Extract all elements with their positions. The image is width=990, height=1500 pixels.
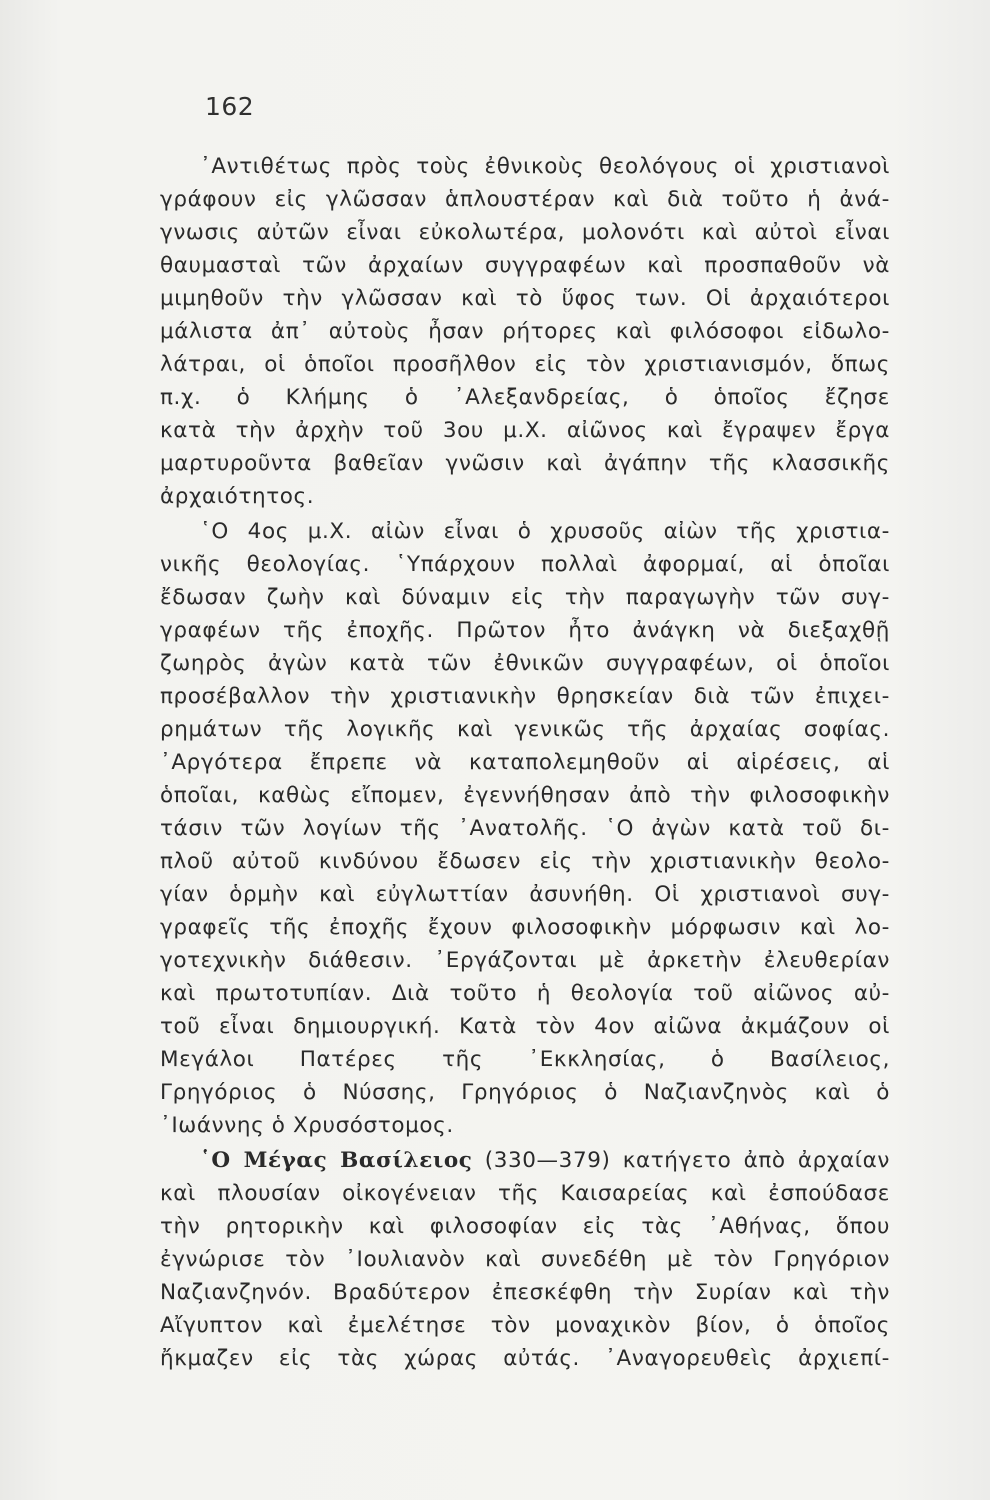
text-line: γραφέων τῆς ἐποχῆς. Πρῶτον ἦτο ἀνάγκη νὰ διεξαχθῇ [160,618,890,643]
text-line: ζωηρὸς ἀγὼν κατὰ τῶν ἐθνικῶν συγγραφέων, οἱ ὁποῖοι [160,651,890,676]
text-line: Γρηγόριος ὁ Νύσσης, Γρηγόριος ὁ Ναζιανζηνὸς καὶ ὁ [160,1080,890,1105]
text-line: λάτραι, οἱ ὁποῖοι προσῆλθον εἰς τὸν χριστιανισμόν, ὅπως [160,352,890,377]
text-line: γραφεῖς τῆς ἐποχῆς ἔχουν φιλοσοφικὴν μόρφωσιν καὶ λο- [160,915,890,940]
text-fragment: (330—379) κατήγετο ἀπὸ ἀρχαίαν [484,1148,890,1173]
body-text [160,150,890,1375]
text-line: καὶ πλουσίαν οἰκογένειαν τῆς Καισαρείας καὶ ἐσπούδασε [160,1181,890,1206]
text-line: π.χ. ὁ Κλήμης ὁ ᾿Αλεξανδρείας, ὁ ὁποῖος ἔζησε [160,385,890,410]
text-line: ἤκμαζεν εἰς τὰς χώρας αὐτάς. ᾿Αναγορευθεὶς ἀρχιεπί- [160,1346,890,1371]
text-line: γνωσις αὐτῶν εἶναι εὐκολωτέρα, μολονότι καὶ αὐτοὶ εἶναι [160,220,890,245]
text-line: μάλιστα ἀπ᾿ αὐτοὺς ἦσαν ρήτορες καὶ φιλόσοφοι εἰδωλο- [160,319,890,344]
text-line: ᾿Αντιθέτως πρὸς τοὺς ἐθνικοὺς θεολόγους οἱ χριστιανοὶ [200,154,890,179]
text-line: τάσιν τῶν λογίων τῆς ᾿Ανατολῆς. ῾Ο ἀγὼν κατὰ τοῦ δι- [160,816,890,841]
basil-name-heading: ῾Ο Μέγας Βασίλειος [200,1148,473,1173]
paragraph-2 [160,515,890,1142]
text-line: κατὰ τὴν ἀρχὴν τοῦ 3ου μ.Χ. αἰῶνος καὶ ἔγραψεν ἔργα [160,418,890,443]
paragraph-3 [160,1144,890,1375]
text-line: ὁποῖαι, καθὼς εἴπομεν, ἐγεννήθησαν ἀπὸ τὴν φιλοσοφικὴν [160,783,890,808]
paragraph-1 [160,150,890,513]
text-line: Αἴγυπτον καὶ ἐμελέτησε τὸν μοναχικὸν βίον, ὁ ὁποῖος [160,1313,890,1338]
text-line: τὴν ρητορικὴν καὶ φιλοσοφίαν εἰς τὰς ᾿Αθήνας, ὅπου [160,1214,890,1239]
text-line: ἔδωσαν ζωὴν καὶ δύναμιν εἰς τὴν παραγωγὴν τῶν συγ- [160,585,890,610]
text-line: μαρτυροῦντα βαθεῖαν γνῶσιν καὶ ἀγάπην τῆς κλασσικῆς [160,451,890,476]
text-line: ἐγνώρισε τὸν ᾿Ιουλιανὸν καὶ συνεδέθη μὲ τὸν Γρηγόριον [160,1247,890,1272]
text-line: γράφουν εἰς γλῶσσαν ἁπλουστέραν καὶ διὰ τοῦτο ἡ ἀνά- [160,187,890,212]
text-line: μιμηθοῦν τὴν γλῶσσαν καὶ τὸ ὕφος των. Οἱ ἀρχαιότεροι [160,286,890,311]
page-number: 162 [205,92,255,121]
text-line: ρημάτων τῆς λογικῆς καὶ γενικῶς τῆς ἀρχαίας σοφίας. [160,717,890,742]
text-line: ᾿Αργότερα ἔπρεπε νὰ καταπολεμηθοῦν αἱ αἱρέσεις, αἱ [160,750,890,775]
text-line: γοτεχνικὴν διάθεσιν. ᾿Εργάζονται μὲ ἀρκετὴν ἐλευθερίαν [160,948,890,973]
text-line: Ναζιανζηνόν. Βραδύτερον ἐπεσκέφθη τὴν Συρίαν καὶ τὴν [160,1280,890,1305]
text-line: πλοῦ αὐτοῦ κινδύνου ἔδωσεν εἰς τὴν χριστιανικὴν θεολο- [160,849,890,874]
text-line: νικῆς θεολογίας. ῾Υπάρχουν πολλαὶ ἀφορμαί, αἱ ὁποῖαι [160,552,890,577]
text-line: τοῦ εἶναι δημιουργική. Κατὰ τὸν 4ον αἰῶνα ἀκμάζουν οἱ [160,1014,890,1039]
text-line: προσέβαλλον τὴν χριστιανικὴν θρησκείαν διὰ τῶν ἐπιχει- [160,684,890,709]
text-line: καὶ πρωτοτυπίαν. Διὰ τοῦτο ἡ θεολογία τοῦ αἰῶνος αὐ- [160,981,890,1006]
text-line-with-heading [160,1144,890,1177]
text-line: γίαν ὁρμὴν καὶ εὐγλωττίαν ἀσυνήθη. Οἱ χριστιανοὶ συγ- [160,882,890,907]
text-line: Μεγάλοι Πατέρες τῆς ᾿Εκκλησίας, ὁ Βασίλειος, [160,1047,890,1072]
text-line: ῾Ο 4ος μ.Χ. αἰὼν εἶναι ὁ χρυσοῦς αἰὼν τῆς χριστια- [200,519,890,544]
text-line: θαυμασταὶ τῶν ἀρχαίων συγγραφέων καὶ προσπαθοῦν νὰ [160,253,890,278]
text-line: ᾿Ιωάννης ὁ Χρυσόστομος. [160,1113,454,1138]
text-line: ἀρχαιότητος. [160,484,315,509]
